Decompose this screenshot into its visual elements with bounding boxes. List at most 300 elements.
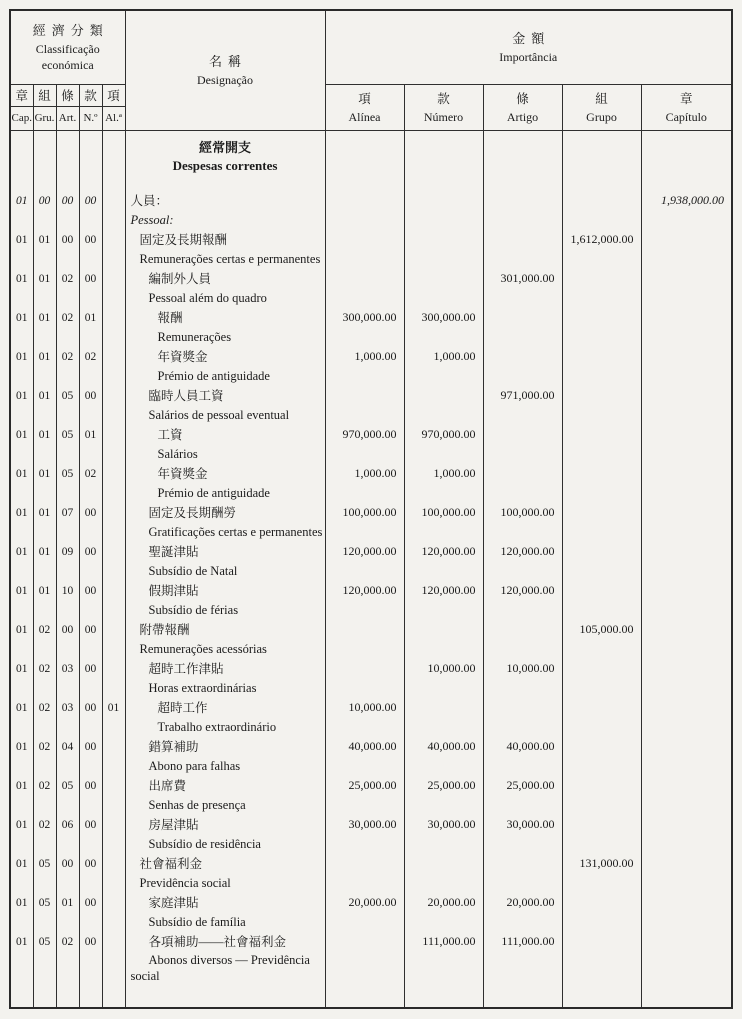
code-num: 00 — [79, 815, 102, 835]
amount-grupo — [562, 737, 641, 757]
code-num: 00 — [79, 698, 102, 718]
classification-header-pt1: Classificação — [35, 42, 100, 57]
entry-row-pt — [10, 835, 732, 855]
designation-zh: 假期津貼 — [125, 581, 325, 601]
designation-pt: Previdência social — [125, 874, 325, 894]
entry-row-zh — [10, 737, 732, 757]
amount-grupo — [562, 464, 641, 484]
amount-alinea — [325, 659, 404, 679]
code-al — [102, 503, 125, 523]
entry-row-pt — [10, 367, 732, 387]
amount-numero: 40,000.00 — [404, 737, 483, 757]
amount-numero — [404, 269, 483, 289]
entry-row-pt — [10, 913, 732, 933]
designation-pt: Pessoal: — [125, 211, 325, 231]
amount-artigo — [483, 425, 562, 445]
code-al — [102, 620, 125, 640]
amount-capitulo — [641, 347, 732, 367]
code-art: 02 — [56, 269, 79, 289]
code-gru: 01 — [33, 230, 56, 250]
spacer-row — [10, 176, 732, 191]
amount-artigo: 100,000.00 — [483, 503, 562, 523]
code-col-gru-pt: Gru. — [33, 106, 56, 130]
amount-alinea — [325, 854, 404, 874]
entry-row-pt — [10, 679, 732, 699]
entry-row-pt — [10, 718, 732, 738]
entry-row-pt — [10, 874, 732, 894]
code-gru: 05 — [33, 854, 56, 874]
code-gru: 02 — [33, 620, 56, 640]
amount-col-numero-zh: 款 — [437, 91, 450, 106]
entry-row-zh — [10, 620, 732, 640]
code-col-num-zh: 款 — [79, 84, 102, 106]
designation-pt: Prémio de antiguidade — [125, 367, 325, 387]
code-gru: 01 — [33, 308, 56, 328]
entry-row-pt — [10, 562, 732, 582]
designation-pt: Remunerações — [125, 328, 325, 348]
amount-artigo: 111,000.00 — [483, 932, 562, 952]
code-cap: 01 — [16, 740, 28, 753]
code-col-art-zh: 條 — [56, 84, 79, 106]
code-cap: 01 — [16, 584, 28, 597]
section-title-zh-row — [10, 130, 732, 156]
code-art: 02 — [56, 347, 79, 367]
code-cap: 01 — [16, 311, 28, 324]
code-al — [102, 269, 125, 289]
code-col-al-pt: Al.ª — [102, 106, 125, 130]
code-col-num-pt: N.º — [79, 106, 102, 130]
amount-numero: 20,000.00 — [404, 893, 483, 913]
code-cap: 01 — [16, 428, 28, 441]
classification-header — [10, 10, 125, 84]
amount-capitulo — [641, 308, 732, 328]
amount-grupo — [562, 698, 641, 718]
amount-artigo: 25,000.00 — [483, 776, 562, 796]
code-art: 07 — [56, 503, 79, 523]
amount-grupo: 1,612,000.00 — [562, 230, 641, 250]
code-cap: 01 — [16, 389, 28, 402]
code-cap: 01 — [16, 662, 28, 675]
entry-row-pt — [10, 289, 732, 309]
classification-header-zh: 經濟分類 — [32, 23, 109, 39]
code-num: 00 — [79, 854, 102, 874]
amount-capitulo — [641, 386, 732, 406]
entry-row-zh — [10, 464, 732, 484]
designation-zh: 房屋津貼 — [125, 815, 325, 835]
amount-numero: 25,000.00 — [404, 776, 483, 796]
amount-artigo: 971,000.00 — [483, 386, 562, 406]
section-title-zh: 經常開支 — [125, 130, 325, 156]
code-cap: 01 — [16, 779, 28, 792]
code-art: 02 — [56, 932, 79, 952]
code-col-al-zh: 項 — [102, 84, 125, 106]
designation-pt: Trabalho extraordinário — [125, 718, 325, 738]
designation-zh: 社會福利金 — [125, 854, 325, 874]
amount-alinea: 120,000.00 — [325, 581, 404, 601]
amount-alinea: 20,000.00 — [325, 893, 404, 913]
code-num: 00 — [79, 620, 102, 640]
amount-alinea: 10,000.00 — [325, 698, 404, 718]
amount-capitulo — [641, 581, 732, 601]
designation-zh: 報酬 — [125, 308, 325, 328]
code-num: 00 — [79, 386, 102, 406]
code-art: 03 — [56, 698, 79, 718]
amount-capitulo — [641, 503, 732, 523]
designation-zh: 臨時人員工資 — [125, 386, 325, 406]
code-cap: 01 — [16, 701, 28, 714]
amount-alinea: 40,000.00 — [325, 737, 404, 757]
code-art: 04 — [56, 737, 79, 757]
designation-pt: Pessoal além do quadro — [125, 289, 325, 309]
amount-numero: 120,000.00 — [404, 581, 483, 601]
code-num: 00 — [79, 581, 102, 601]
designation-zh: 年資獎金 — [125, 347, 325, 367]
code-al — [102, 659, 125, 679]
amount-capitulo — [641, 698, 732, 718]
code-al: 01 — [102, 698, 125, 718]
entry-row-zh — [10, 347, 732, 367]
entry-row-pt — [10, 757, 732, 777]
code-art: 10 — [56, 581, 79, 601]
amount-grupo — [562, 815, 641, 835]
designation-zh: 聖誕津貼 — [125, 542, 325, 562]
amount-numero — [404, 230, 483, 250]
amount-col-alinea-zh: 項 — [358, 91, 371, 106]
code-art: 01 — [56, 893, 79, 913]
amount-capitulo — [641, 464, 732, 484]
designation-pt: Abono para falhas — [125, 757, 325, 777]
designation-header — [125, 10, 325, 130]
code-cap: 01 — [16, 467, 28, 480]
code-al — [102, 776, 125, 796]
amount-grupo — [562, 191, 641, 211]
amount-numero — [404, 191, 483, 211]
amount-artigo — [483, 464, 562, 484]
designation-pt: Remunerações acessórias — [125, 640, 325, 660]
amount-capitulo — [641, 893, 732, 913]
code-art: 00 — [56, 854, 79, 874]
amount-artigo — [483, 698, 562, 718]
designation-zh: 出席費 — [125, 776, 325, 796]
code-cap: 01 — [16, 623, 28, 636]
code-num: 00 — [79, 503, 102, 523]
amount-numero — [404, 698, 483, 718]
amount-grupo — [562, 386, 641, 406]
entry-row-pt — [10, 445, 732, 465]
amount-numero: 10,000.00 — [404, 659, 483, 679]
section-title-pt-row — [10, 156, 732, 176]
amount-grupo — [562, 659, 641, 679]
code-gru: 05 — [33, 893, 56, 913]
amount-col-grupo-zh: 組 — [595, 91, 608, 106]
amount-artigo — [483, 230, 562, 250]
code-art: 05 — [56, 776, 79, 796]
code-al — [102, 230, 125, 250]
entry-row-zh — [10, 932, 732, 952]
amount-col-artigo-pt: Artigo — [506, 109, 539, 124]
code-art: 06 — [56, 815, 79, 835]
code-col-cap-pt: Cap. — [10, 106, 33, 130]
entry-row-zh — [10, 269, 732, 289]
amount-grupo: 105,000.00 — [562, 620, 641, 640]
code-num: 01 — [79, 308, 102, 328]
code-num: 00 — [79, 737, 102, 757]
entry-row-pt — [10, 640, 732, 660]
amount-alinea: 25,000.00 — [325, 776, 404, 796]
code-cap: 01 — [16, 818, 28, 831]
code-art: 03 — [56, 659, 79, 679]
entry-row-pt — [10, 601, 732, 621]
amount-capitulo — [641, 932, 732, 952]
code-al — [102, 815, 125, 835]
amount-grupo — [562, 347, 641, 367]
designation-header-pt: Designação — [197, 73, 253, 88]
code-al — [102, 191, 125, 211]
entry-row-pt — [10, 796, 732, 816]
designation-pt: Salários — [125, 445, 325, 465]
amount-numero: 100,000.00 — [404, 503, 483, 523]
amount-numero: 111,000.00 — [404, 932, 483, 952]
code-num: 00 — [79, 542, 102, 562]
designation-zh: 附帶報酬 — [125, 620, 325, 640]
code-cap: 01 — [16, 896, 28, 909]
code-num: 00 — [79, 776, 102, 796]
designation-pt: Remunerações certas e permanentes — [125, 250, 325, 270]
code-num: 00 — [79, 191, 102, 211]
amount-alinea — [325, 932, 404, 952]
designation-pt: Subsídio de família — [125, 913, 325, 933]
amount-alinea — [325, 386, 404, 406]
code-art: 05 — [56, 386, 79, 406]
code-al — [102, 386, 125, 406]
code-gru: 01 — [33, 503, 56, 523]
amount-alinea: 1,000.00 — [325, 347, 404, 367]
designation-zh: 錯算補助 — [125, 737, 325, 757]
amount-col-grupo — [562, 84, 641, 130]
code-art: 00 — [56, 620, 79, 640]
code-gru: 01 — [33, 464, 56, 484]
amount-artigo — [483, 191, 562, 211]
code-al — [102, 464, 125, 484]
code-al — [102, 542, 125, 562]
amount-col-numero-pt: Número — [423, 109, 464, 124]
amount-grupo — [562, 269, 641, 289]
amount-artigo: 120,000.00 — [483, 581, 562, 601]
amount-grupo — [562, 776, 641, 796]
designation-pt: Prémio de antiguidade — [125, 484, 325, 504]
entry-row-zh — [10, 308, 732, 328]
amount-alinea: 100,000.00 — [325, 503, 404, 523]
amount-grupo — [562, 542, 641, 562]
amount-grupo — [562, 503, 641, 523]
code-art: 00 — [56, 191, 79, 211]
code-gru: 01 — [33, 425, 56, 445]
designation-header-zh: 名稱 — [208, 54, 247, 70]
code-al — [102, 308, 125, 328]
code-gru: 02 — [33, 698, 56, 718]
amount-header — [325, 10, 732, 84]
entry-row-zh — [10, 425, 732, 445]
amount-header-pt: Importância — [499, 50, 558, 65]
entry-row-zh — [10, 230, 732, 250]
code-art: 00 — [56, 230, 79, 250]
section-title-pt: Despesas correntes — [125, 156, 325, 176]
designation-pt: Salários de pessoal eventual — [125, 406, 325, 426]
designation-pt: Senhas de presença — [125, 796, 325, 816]
amount-alinea: 120,000.00 — [325, 542, 404, 562]
header-row-2 — [10, 84, 732, 106]
amount-numero — [404, 620, 483, 640]
classification-header-pt2: económica — [41, 58, 94, 73]
designation-pt: Abonos diversos — Previdência social — [125, 952, 325, 984]
amount-capitulo — [641, 620, 732, 640]
designation-pt: Subsídio de férias — [125, 601, 325, 621]
designation-zh: 工資 — [125, 425, 325, 445]
code-cap: 01 — [16, 272, 28, 285]
amount-numero: 30,000.00 — [404, 815, 483, 835]
code-gru: 01 — [33, 347, 56, 367]
amount-capitulo — [641, 776, 732, 796]
amount-artigo: 301,000.00 — [483, 269, 562, 289]
amount-capitulo — [641, 269, 732, 289]
code-al — [102, 854, 125, 874]
amount-numero: 1,000.00 — [404, 464, 483, 484]
amount-numero: 1,000.00 — [404, 347, 483, 367]
code-al — [102, 737, 125, 757]
code-al — [102, 581, 125, 601]
code-num: 00 — [79, 893, 102, 913]
code-cap: 01 — [16, 935, 28, 948]
amount-col-capitulo — [641, 84, 732, 130]
amount-header-zh: 金額 — [512, 31, 551, 47]
code-num: 00 — [79, 932, 102, 952]
amount-artigo — [483, 620, 562, 640]
code-gru: 01 — [33, 581, 56, 601]
amount-numero — [404, 386, 483, 406]
designation-zh: 固定及長期報酬 — [125, 230, 325, 250]
code-gru: 01 — [33, 386, 56, 406]
code-gru: 02 — [33, 815, 56, 835]
amount-capitulo — [641, 815, 732, 835]
amount-numero: 970,000.00 — [404, 425, 483, 445]
code-num: 00 — [79, 659, 102, 679]
code-cap: 01 — [16, 506, 28, 519]
entry-row-zh — [10, 893, 732, 913]
amount-artigo: 10,000.00 — [483, 659, 562, 679]
code-num: 00 — [79, 269, 102, 289]
designation-zh: 年資獎金 — [125, 464, 325, 484]
code-al — [102, 347, 125, 367]
designation-zh: 固定及長期酬勞 — [125, 503, 325, 523]
code-gru: 00 — [33, 191, 56, 211]
amount-capitulo: 1,938,000.00 — [641, 191, 732, 211]
rows-body — [10, 10, 732, 1008]
entry-row-zh — [10, 581, 732, 601]
designation-pt: Subsídio de Natal — [125, 562, 325, 582]
designation-zh: 超時工作津貼 — [125, 659, 325, 679]
amount-grupo — [562, 308, 641, 328]
amount-alinea: 1,000.00 — [325, 464, 404, 484]
amount-col-artigo — [483, 84, 562, 130]
code-num: 02 — [79, 464, 102, 484]
entry-row-pt — [10, 211, 732, 231]
designation-pt: Gratificações certas e permanentes — [125, 523, 325, 543]
amount-artigo — [483, 308, 562, 328]
code-art: 05 — [56, 425, 79, 445]
entry-row-zh — [10, 815, 732, 835]
amount-alinea — [325, 620, 404, 640]
entry-row-pt — [10, 406, 732, 426]
code-art: 09 — [56, 542, 79, 562]
designation-zh: 編制外人員 — [125, 269, 325, 289]
entry-row-pt — [10, 952, 732, 984]
amount-col-alinea — [325, 84, 404, 130]
designation-pt: Horas extraordinárias — [125, 679, 325, 699]
amount-artigo: 20,000.00 — [483, 893, 562, 913]
amount-alinea — [325, 230, 404, 250]
amount-grupo — [562, 932, 641, 952]
amount-capitulo — [641, 659, 732, 679]
designation-pt: Subsídio de residência — [125, 835, 325, 855]
amount-col-alinea-pt: Alínea — [348, 109, 381, 124]
code-col-art-pt: Art. — [56, 106, 79, 130]
code-gru: 02 — [33, 659, 56, 679]
designation-zh: 超時工作 — [125, 698, 325, 718]
entry-row-zh — [10, 191, 732, 211]
entry-row-zh — [10, 698, 732, 718]
amount-grupo: 131,000.00 — [562, 854, 641, 874]
code-al — [102, 425, 125, 445]
entry-row-pt — [10, 523, 732, 543]
code-gru: 01 — [33, 542, 56, 562]
code-cap: 01 — [16, 350, 28, 363]
amount-capitulo — [641, 425, 732, 445]
amount-alinea: 30,000.00 — [325, 815, 404, 835]
code-col-cap-zh: 章 — [10, 84, 33, 106]
entry-row-zh — [10, 542, 732, 562]
amount-col-capitulo-zh: 章 — [679, 91, 693, 106]
code-cap: 01 — [16, 545, 28, 558]
code-num: 01 — [79, 425, 102, 445]
code-cap: 01 — [16, 857, 28, 870]
amount-artigo — [483, 347, 562, 367]
amount-numero: 120,000.00 — [404, 542, 483, 562]
amount-col-capitulo-pt: Capítulo — [665, 109, 707, 124]
entry-row-zh — [10, 854, 732, 874]
amount-col-numero — [404, 84, 483, 130]
entry-row-pt — [10, 328, 732, 348]
budget-page — [9, 9, 733, 1009]
entry-row-zh — [10, 386, 732, 406]
amount-capitulo — [641, 230, 732, 250]
code-col-gru-zh: 組 — [33, 84, 56, 106]
code-cap: 01 — [16, 233, 28, 246]
code-art: 05 — [56, 464, 79, 484]
amount-alinea — [325, 269, 404, 289]
designation-zh: 家庭津貼 — [125, 893, 325, 913]
filler-row — [10, 984, 732, 1009]
amount-grupo — [562, 581, 641, 601]
amount-capitulo — [641, 737, 732, 757]
entry-row-zh — [10, 503, 732, 523]
amount-capitulo — [641, 854, 732, 874]
amount-col-artigo-zh: 條 — [516, 91, 529, 106]
entry-row-pt — [10, 484, 732, 504]
amount-grupo — [562, 893, 641, 913]
amount-capitulo — [641, 542, 732, 562]
code-gru: 02 — [33, 776, 56, 796]
amount-artigo — [483, 854, 562, 874]
